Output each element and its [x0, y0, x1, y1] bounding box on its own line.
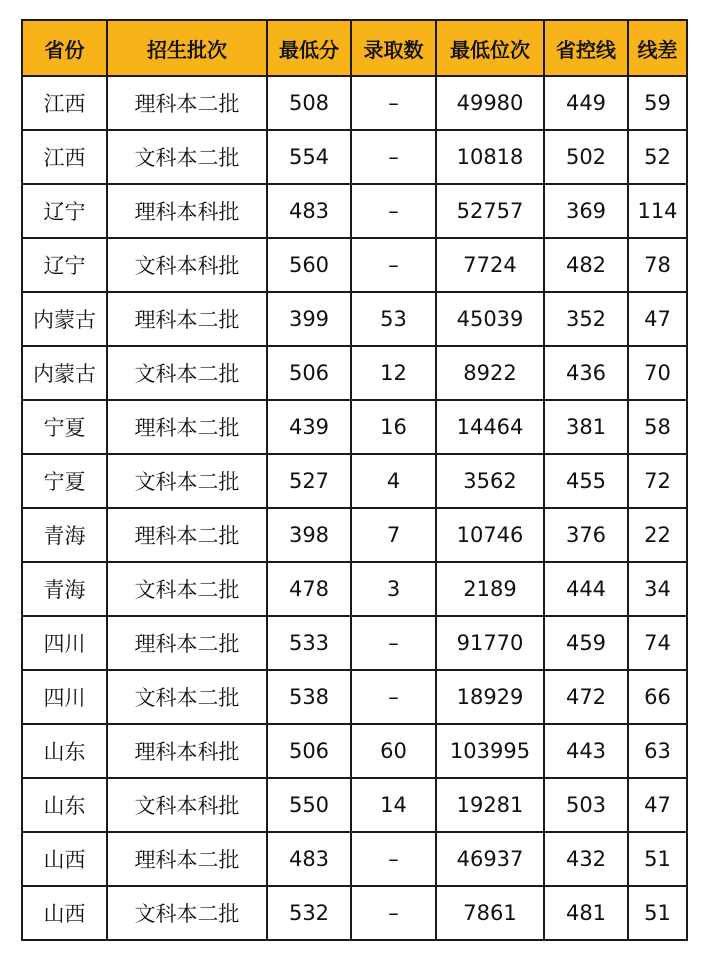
province-cell: 内蒙古 [22, 292, 107, 346]
admitted-count-cell: – [351, 670, 436, 724]
table-row [22, 832, 687, 886]
table-body [22, 76, 687, 940]
batch-cell: 文科本二批 [107, 886, 267, 940]
line-diff-cell: 58 [628, 400, 687, 454]
admitted-count-cell: 7 [351, 508, 436, 562]
control-line-cell: 376 [544, 508, 628, 562]
batch-cell: 理科本科批 [107, 184, 267, 238]
control-line-cell: 381 [544, 400, 628, 454]
batch-cell: 文科本科批 [107, 778, 267, 832]
min-rank-cell: 18929 [436, 670, 544, 724]
control-line-cell: 482 [544, 238, 628, 292]
table-row [22, 130, 687, 184]
control-line-cell: 455 [544, 454, 628, 508]
min-score-cell: 478 [267, 562, 351, 616]
table-row [22, 292, 687, 346]
province-cell: 四川 [22, 616, 107, 670]
province-cell: 辽宁 [22, 238, 107, 292]
min-rank-cell: 19281 [436, 778, 544, 832]
min-score-header: 最低分 [267, 20, 351, 76]
min-score-cell: 560 [267, 238, 351, 292]
admitted-count-cell: – [351, 76, 436, 130]
table-row [22, 508, 687, 562]
batch-cell: 理科本二批 [107, 76, 267, 130]
min-rank-cell: 14464 [436, 400, 544, 454]
line-diff-cell: 52 [628, 130, 687, 184]
batch-cell: 文科本二批 [107, 454, 267, 508]
admitted-count-cell: 60 [351, 724, 436, 778]
province-cell: 宁夏 [22, 400, 107, 454]
province-cell: 青海 [22, 562, 107, 616]
batch-cell: 理科本二批 [107, 616, 267, 670]
table-row [22, 562, 687, 616]
table-row [22, 778, 687, 832]
admitted-count-cell: 4 [351, 454, 436, 508]
min-score-cell: 533 [267, 616, 351, 670]
min-score-cell: 554 [267, 130, 351, 184]
min-rank-cell: 10746 [436, 508, 544, 562]
min-rank-cell: 52757 [436, 184, 544, 238]
batch-cell: 文科本二批 [107, 562, 267, 616]
table-row [22, 454, 687, 508]
min-rank-cell: 7861 [436, 886, 544, 940]
min-score-cell: 399 [267, 292, 351, 346]
line-diff-cell: 70 [628, 346, 687, 400]
min-score-cell: 483 [267, 184, 351, 238]
min-rank-cell: 49980 [436, 76, 544, 130]
line-diff-cell: 63 [628, 724, 687, 778]
admitted-count-cell: – [351, 886, 436, 940]
min-rank-cell: 10818 [436, 130, 544, 184]
line-diff-cell: 51 [628, 886, 687, 940]
batch-header: 招生批次 [107, 20, 267, 76]
control-line-cell: 444 [544, 562, 628, 616]
table-row [22, 76, 687, 130]
table-row [22, 184, 687, 238]
line-diff-header: 线差 [628, 20, 687, 76]
header-row [22, 20, 687, 76]
province-cell: 山东 [22, 724, 107, 778]
control-line-cell: 472 [544, 670, 628, 724]
min-rank-header: 最低位次 [436, 20, 544, 76]
table-row [22, 616, 687, 670]
line-diff-cell: 74 [628, 616, 687, 670]
admitted-count-cell: – [351, 238, 436, 292]
min-rank-cell: 8922 [436, 346, 544, 400]
min-score-cell: 439 [267, 400, 351, 454]
min-score-cell: 550 [267, 778, 351, 832]
min-rank-cell: 91770 [436, 616, 544, 670]
province-cell: 江西 [22, 76, 107, 130]
control-line-cell: 352 [544, 292, 628, 346]
min-score-cell: 506 [267, 346, 351, 400]
min-score-cell: 538 [267, 670, 351, 724]
table-row [22, 670, 687, 724]
province-cell: 四川 [22, 670, 107, 724]
admitted-count-cell: 16 [351, 400, 436, 454]
admitted-count-cell: – [351, 832, 436, 886]
batch-cell: 文科本科批 [107, 238, 267, 292]
batch-cell: 文科本二批 [107, 346, 267, 400]
batch-cell: 理科本科批 [107, 724, 267, 778]
control-line-cell: 443 [544, 724, 628, 778]
control-line-cell: 432 [544, 832, 628, 886]
admitted-count-cell: 12 [351, 346, 436, 400]
min-score-cell: 398 [267, 508, 351, 562]
province-cell: 江西 [22, 130, 107, 184]
admitted-count-cell: 53 [351, 292, 436, 346]
province-cell: 山西 [22, 886, 107, 940]
line-diff-cell: 51 [628, 832, 687, 886]
admitted-count-header: 录取数 [351, 20, 436, 76]
line-diff-cell: 34 [628, 562, 687, 616]
table-row [22, 400, 687, 454]
province-cell: 辽宁 [22, 184, 107, 238]
control-line-cell: 503 [544, 778, 628, 832]
admitted-count-cell: 3 [351, 562, 436, 616]
min-rank-cell: 2189 [436, 562, 544, 616]
line-diff-cell: 78 [628, 238, 687, 292]
admitted-count-cell: – [351, 616, 436, 670]
control-line-header: 省控线 [544, 20, 628, 76]
line-diff-cell: 47 [628, 778, 687, 832]
table-header [22, 20, 687, 76]
line-diff-cell: 59 [628, 76, 687, 130]
batch-cell: 理科本二批 [107, 508, 267, 562]
admitted-count-cell: – [351, 184, 436, 238]
province-cell: 青海 [22, 508, 107, 562]
table-row [22, 346, 687, 400]
admitted-count-cell: 14 [351, 778, 436, 832]
min-rank-cell: 46937 [436, 832, 544, 886]
line-diff-cell: 72 [628, 454, 687, 508]
min-rank-cell: 3562 [436, 454, 544, 508]
table-row [22, 886, 687, 940]
province-header: 省份 [22, 20, 107, 76]
min-rank-cell: 7724 [436, 238, 544, 292]
province-cell: 内蒙古 [22, 346, 107, 400]
admitted-count-cell: – [351, 130, 436, 184]
control-line-cell: 459 [544, 616, 628, 670]
min-score-cell: 506 [267, 724, 351, 778]
control-line-cell: 481 [544, 886, 628, 940]
batch-cell: 文科本二批 [107, 130, 267, 184]
line-diff-cell: 47 [628, 292, 687, 346]
min-rank-cell: 103995 [436, 724, 544, 778]
batch-cell: 文科本二批 [107, 670, 267, 724]
line-diff-cell: 22 [628, 508, 687, 562]
province-cell: 山东 [22, 778, 107, 832]
batch-cell: 理科本二批 [107, 400, 267, 454]
min-score-cell: 532 [267, 886, 351, 940]
min-score-cell: 483 [267, 832, 351, 886]
line-diff-cell: 66 [628, 670, 687, 724]
table-row [22, 238, 687, 292]
control-line-cell: 449 [544, 76, 628, 130]
admission-score-table [21, 19, 688, 941]
control-line-cell: 502 [544, 130, 628, 184]
batch-cell: 理科本二批 [107, 292, 267, 346]
line-diff-cell: 114 [628, 184, 687, 238]
control-line-cell: 369 [544, 184, 628, 238]
min-score-cell: 527 [267, 454, 351, 508]
control-line-cell: 436 [544, 346, 628, 400]
province-cell: 山西 [22, 832, 107, 886]
province-cell: 宁夏 [22, 454, 107, 508]
min-rank-cell: 45039 [436, 292, 544, 346]
table-row [22, 724, 687, 778]
batch-cell: 理科本二批 [107, 832, 267, 886]
min-score-cell: 508 [267, 76, 351, 130]
